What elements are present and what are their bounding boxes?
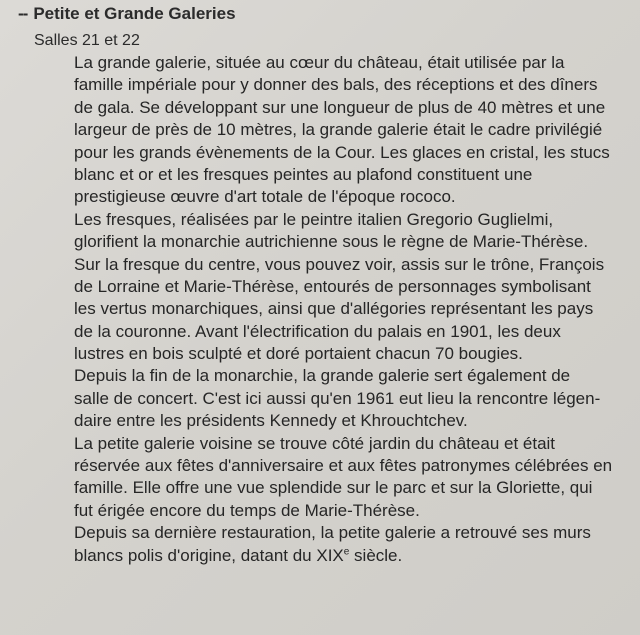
text-line: La grande galerie, située au cœur du château, était utilisée par la [74,53,565,72]
text-line: de la couronne. Avant l'électrification du palais en 1901, les deux [74,321,561,341]
last-line-end: siècle. [349,545,403,565]
text-line: salle de concert. C'est ici aussi qu'en 1961 eut lieu la rencontre légen- [74,388,601,408]
text-line: Depuis la fin de la monarchie, la grande galerie sert également de [74,366,571,386]
text-line: Depuis sa dernière restauration, la petite galerie a retrouvé ses murs [74,523,591,543]
text-line: Sur la fresque du centre, vous pouvez voir, assis sur le trône, François [74,254,605,274]
text-line: pour les grands évènements de la Cour. Les glaces en cristal, les stucs [74,142,610,162]
title-dash: -- [18,4,28,23]
text-line-last [74,545,634,567]
text-line: blanc et or et les fresques peintes au plafond constituent une [74,164,533,184]
title-text: Petite et Grande Galeries [33,4,236,23]
text-line: de gala. Se développant sur une longueur de plus de 40 mètres et une [74,97,606,117]
text-line: lustres en bois sculpté et doré portaient chacun 70 bougies. [74,344,523,364]
text-line: daire entre les présidents Kennedy et Khrouchtchev. [74,411,468,431]
body-text [74,52,634,567]
text-line: les vertus monarchiques, ainsi que d'allégories représentant les pays [74,299,594,319]
text-line: famille impériale pour y donner des bals, des réceptions et des dîners [74,75,598,95]
text-line: La petite galerie voisine se trouve côté jardin du château et était [74,433,556,453]
page-title [18,4,236,24]
subtitle: Salles 21 et 22 [34,32,140,49]
text-line: famille. Elle offre une vue splendide sur le parc et sur la Gloriette, qui [74,478,593,498]
text-line: glorifient la monarchie autrichienne sous le règne de Marie-Thérèse. [74,232,589,252]
text-line: prestigieuse œuvre d'art totale de l'époque rococo. [74,187,456,207]
text-line: fut érigée encore du temps de Marie-Thérèse. [74,500,420,520]
last-line-text: blancs polis d'origine, datant du XIX [74,545,344,565]
text-line: de Lorraine et Marie-Thérèse, entourés de personnages symbolisant [74,276,591,296]
text-line: réservée aux fêtes d'anniversaire et aux fêtes patronymes célébrées en [74,456,613,476]
ordinal-superscript: e [343,545,350,557]
text-line: Les fresques, réalisées par le peintre italien Gregorio Guglielmi, [74,209,554,229]
text-line: largeur de près de 10 mètres, la grande galerie était le cadre privilégié [74,120,603,140]
